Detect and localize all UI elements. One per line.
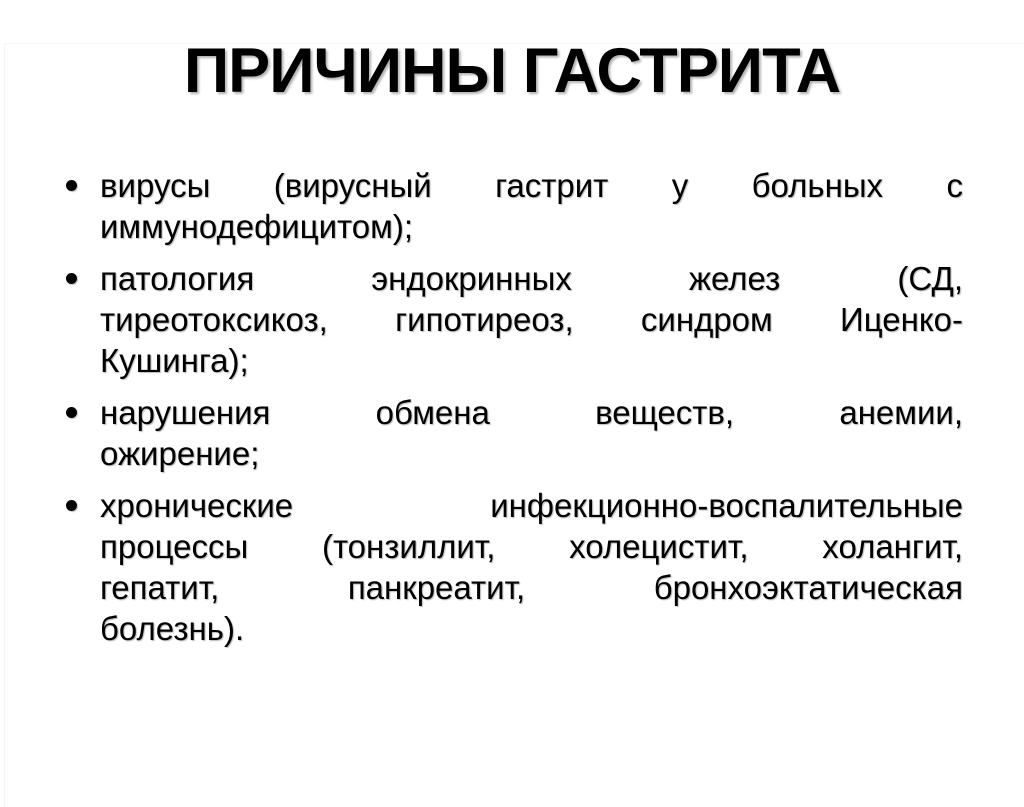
bullet-line: нарушения обмена веществ, анемии, xyxy=(100,394,963,431)
bullet-line: болезнь). xyxy=(100,610,245,647)
bullet-item xyxy=(62,485,963,649)
bullet-marker-icon xyxy=(62,258,100,299)
bullet-text xyxy=(100,392,963,474)
bullet-line: патология эндокринных желез (СД, xyxy=(100,260,963,297)
bullet-item xyxy=(62,258,963,381)
bullet-marker-icon xyxy=(62,485,100,526)
slide xyxy=(0,36,1024,807)
bullet-line: вирусы (вирусный гастрит у больных с xyxy=(100,167,963,204)
bullet-list xyxy=(62,165,963,649)
bullet-line: процессы (тонзиллит, холецистит, холангит, xyxy=(100,528,963,565)
bullet-line: Кушинга); xyxy=(100,342,249,379)
bullet-marker-icon xyxy=(62,392,100,433)
bullet-text xyxy=(100,258,963,381)
bullet-line: иммунодефицитом); xyxy=(100,208,414,245)
bullet-line: гепатит, панкреатит, бронхоэктатическая xyxy=(100,569,963,606)
bullet-line: хронические инфекционно-воспалительные xyxy=(100,487,963,524)
slide-title: ПРИЧИНЫ ГАСТРИТА xyxy=(183,36,841,106)
bullet-text xyxy=(100,485,963,649)
bullet-item xyxy=(62,165,963,247)
bullet-text xyxy=(100,165,963,247)
bullet-line: тиреотоксикоз, гипотиреоз, синдром Иценко- xyxy=(100,301,963,338)
bullet-item xyxy=(62,392,963,474)
bullet-line: ожирение; xyxy=(100,435,260,472)
bullet-marker-icon xyxy=(62,165,100,206)
